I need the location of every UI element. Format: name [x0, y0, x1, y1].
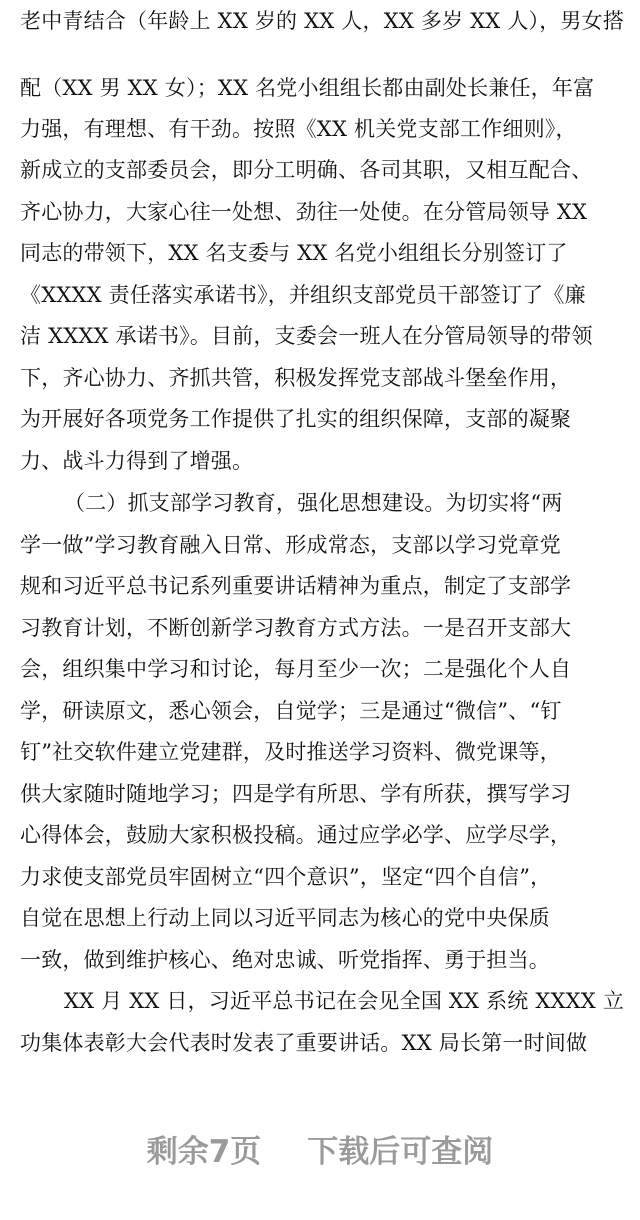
- text-line: 力求使支部党员牢固树立“四个意识”，坚定“四个自信”，: [20, 865, 552, 889]
- text-line: 功集体表彰大会代表时发表了重要讲话。XX 局长第一时间做: [20, 1031, 588, 1055]
- text-line: 规和习近平总书记系列重要讲话精神为重点，制定了支部学: [20, 574, 572, 598]
- text-line: 《XXXX 责任落实承诺书》，并组织支部党员干部签订了《廉: [20, 283, 586, 307]
- download-to-view-label: 下载后可查阅: [307, 1134, 494, 1170]
- section-heading-line: （二）抓支部学习教育，强化思想建设。为切实将“两: [64, 491, 563, 515]
- text-line: 自觉在思想上行动上同以习近平同志为核心的党中央保质: [20, 906, 550, 930]
- text-line: 学，研读原文，悉心领会，自觉学；三是通过“微信”、“钉: [20, 699, 562, 723]
- text-line: 同志的带领下，XX 名支委与 XX 名党小组组长分别签订了: [20, 241, 568, 265]
- text-line: 齐心协力，大家心往一处想、劲往一处使。在分管局领导 XX: [20, 200, 588, 224]
- text-line: 老中青结合（年龄上 XX 岁的 XX 人，XX 多岁 XX 人），男女搭: [20, 9, 625, 33]
- remaining-pages-label: 剩余7页: [146, 1134, 262, 1170]
- text-line: 习教育计划，不断创新学习教育方式方法。一是召开支部大: [20, 616, 572, 640]
- text-line: 配（XX 男 XX 女）；XX 名党小组组长都由副处长兼任，年富: [20, 76, 595, 100]
- text-line: 新成立的支部委员会，即分工明确、各司其职，又相互配合、: [20, 158, 593, 182]
- text-line: 心得体会，鼓励大家积极投稿。通过应学必学、应学尽学，: [20, 823, 572, 847]
- text-line: 洁 XXXX 承诺书》。目前，支委会一班人在分管局领导的带领: [20, 324, 593, 348]
- text-line: 下，齐心协力、齐抓共管，积极发挥党支部战斗堡垒作用，: [20, 366, 572, 390]
- text-line: 钉”社交软件建立党建群，及时推送学习资料、微党课等，: [20, 740, 561, 764]
- paragraph-start-line: XX 月 XX 日，习近平总书记在会见全国 XX 系统 XXXX 立: [64, 989, 625, 1013]
- download-prompt[interactable]: [0, 1132, 640, 1172]
- text-line: 一致，做到维护核心、绝对忠诚、听党指挥、勇于担当。: [20, 948, 550, 972]
- text-line: 为开展好各项党务工作提供了扎实的组织保障，支部的凝聚: [20, 407, 572, 431]
- text-line: 供大家随时随地学习；四是学有所思、学有所获，撰写学习: [20, 782, 572, 806]
- text-line: 力、战斗力得到了增强。: [20, 449, 254, 473]
- text-line: 学一做”学习教育融入日常、形成常态，支部以学习党章党: [20, 533, 561, 557]
- text-line: 力强，有理想、有干劲。按照《XX 机关党支部工作细则》，: [20, 117, 577, 141]
- text-line: 会，组织集中学习和讨论，每月至少一次；二是强化个人自: [20, 657, 572, 681]
